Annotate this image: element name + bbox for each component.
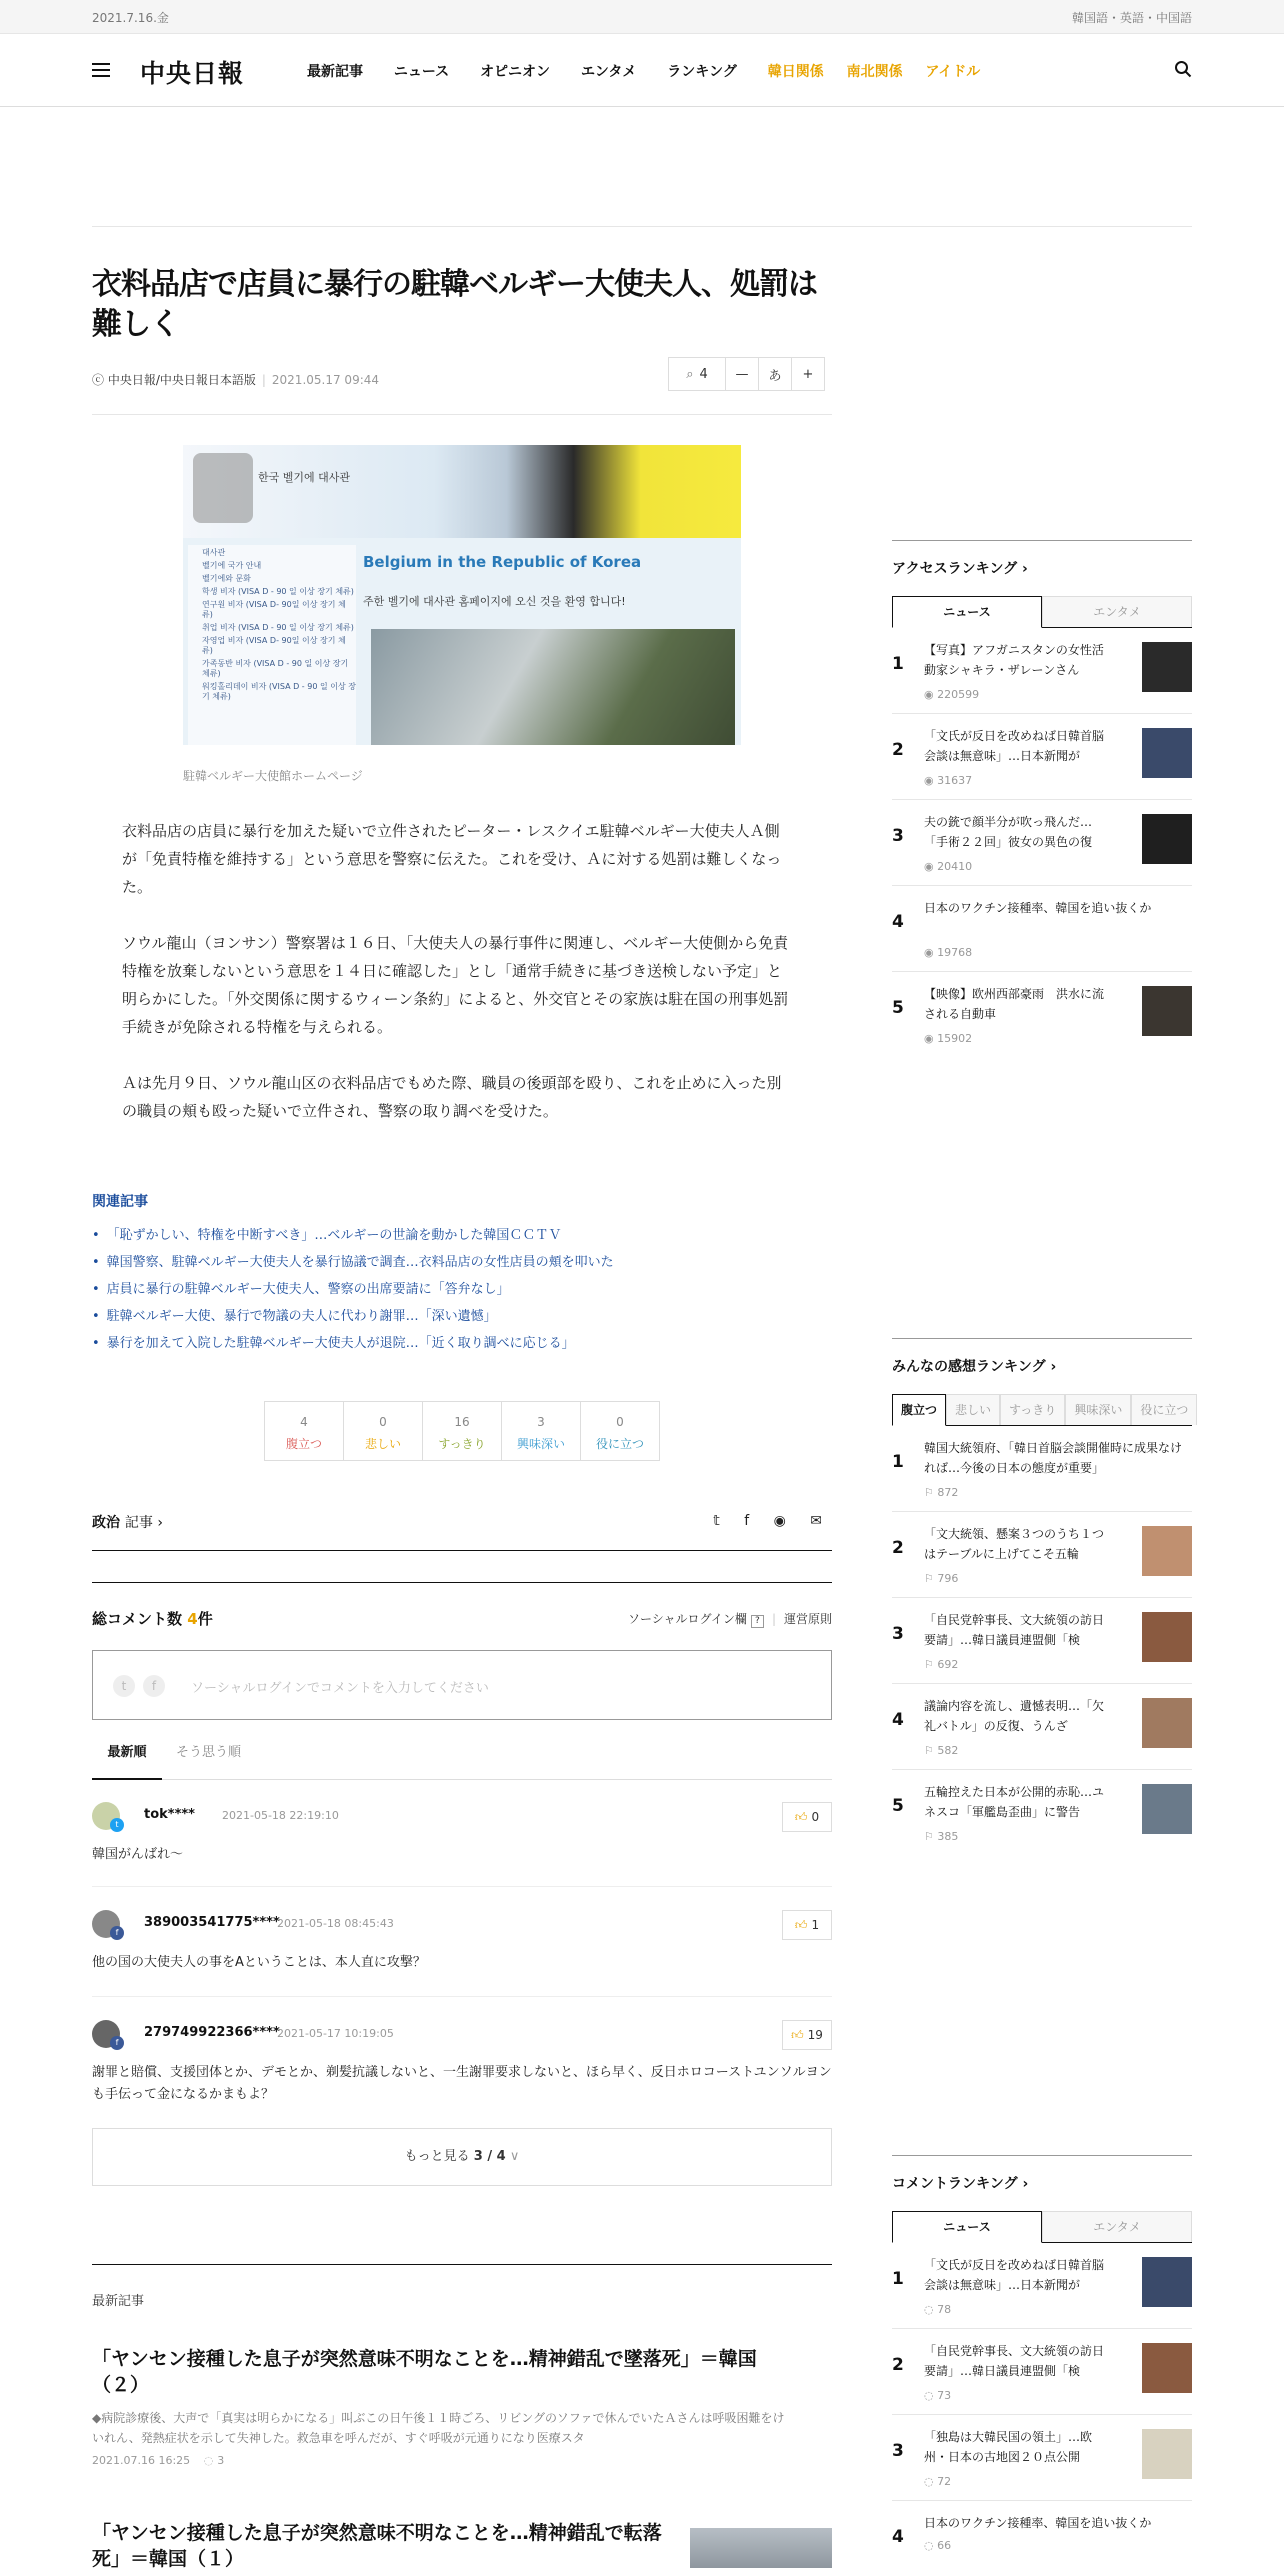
category-link[interactable]: 政治 記事 › [92,1515,163,1531]
photo-menu-item: 학생 비자 (VISA D - 90 일 이상 장기 체류) [202,587,354,596]
comment-text: 他の国の大使夫人の事をAということは、本人直に攻撃？ [92,1955,426,1970]
font-size-label: あ [758,357,792,391]
latest-article-title[interactable]: 「ヤンセン接種した息子が突然意味不明なことを…精神錯乱で墜落死」＝韓国（２） [92,2348,757,2396]
photo-menu-item: 워킹홀리데이 비자 (VISA D - 90 일 이상 장기 체류) [202,682,356,701]
photo-english-title: Belgium in the Republic of Korea [363,553,642,571]
tab-refreshing[interactable]: すっきり [1000,1394,1065,1425]
photo-menu-item: 취업 비자 (VISA D - 90 일 이상 장기 체류) [202,623,354,632]
ranking-thumbnail [1142,1526,1192,1576]
share-icons[interactable]: 𝕥 f ◉ ✉ [713,1513,832,1529]
comments-header-links: ソーシャルログイン欄 ? | 運営原則 [628,1612,832,1626]
search-icon[interactable] [1174,60,1192,78]
comment-time: 2021-05-17 10:19:05 [277,2027,394,2040]
related-article-link[interactable]: • 「恥ずかしい、特権を中断すべき」…ベルギーの世論を動かした韓国ＣＣＴＶ [92,1222,832,1249]
comment-like-button[interactable]: 👍︎ 0 [782,1802,832,1832]
nav-item-entertainment[interactable]: エンタメ [580,64,637,80]
nav-menu [307,61,998,81]
latest-article-meta: 2021.07.16 16:25 ◌ 3 [92,2454,225,2467]
article-paragraph: 衣料品店の店員に暴行を加えた疑いで立件されたピーター・レスクイエ駐韓ベルギー大使夫人Ａ側が「免責特権を維持する」という意思を警察に伝えた。これを受け、Ａに対する処罰は難しくなった。 [122,822,782,896]
article-source: ⓒ 中央日報/中央日報日本語版 [92,373,256,387]
reaction-interesting-button[interactable]: 3 興味深い [501,1401,581,1461]
reaction-icon: ⚐ [924,1830,934,1843]
article-paragraph: ソウル龍山（ヨンサン）警察署は１６日、「大使夫人の暴行事件に関連し、ベルギー大使側から免責特権を放棄しないという意思を１４日に確認した」とし「通常手続きに基づき送検しない予定」と明らかにした。「外交関係に関するウィーン条約」によると、外交官とその家族は駐在国の刑事処罰手続きが免除される特権を与えられる。 [122,934,789,1036]
comment-time: 2021-05-18 08:45:43 [277,1917,394,1930]
photo-menu-item: 벨기에와 문화 [202,574,251,583]
photo-korean-name: 한국 벨기에 대사관 [258,471,351,484]
thumb-up-icon: 👍︎ [791,2028,804,2042]
ranking-item[interactable]: 2 「文大統領、懸案３つのうち１つはテーブルに上げてこそ五輪 ⚐ 796 [892,1512,1192,1598]
article-datetime: 2021.05.17 09:44 [271,373,380,387]
sort-latest-tab[interactable]: 最新順 [92,1738,162,1780]
ranking-item[interactable]: 4 日本のワクチン接種率、韓国を追い抜くか ◌ 66 [892,2516,1152,2552]
comment-sort-tabs [92,1738,832,1780]
avatar [92,2020,120,2048]
avatar [92,1802,120,1830]
reaction-icon: ⚐ [924,1486,934,1499]
ranking-thumbnail [1142,1784,1192,1834]
comment-icon: ◌ [924,2303,934,2316]
comment-like-button[interactable]: 👍︎ 1 [782,1910,832,1940]
font-decrease-button[interactable]: — [725,357,759,391]
category-row [92,1511,832,1551]
nav-item-north-south[interactable]: 南北関係 [846,64,903,80]
ranking-thumbnail [1142,728,1192,778]
article-tools [669,357,825,391]
top-bar [0,0,1284,34]
access-ranking-heading[interactable]: アクセスランキング › [892,540,1192,596]
ranking-thumbnail [1142,1698,1192,1748]
reaction-icon: ⚐ [924,1572,934,1585]
facebook-badge-icon: f [110,1926,124,1940]
reaction-icon: ⚐ [924,1658,934,1671]
ranking-item[interactable]: 3 「独島は大韓民国の領土」…欧州・日本の古地図２０点公開 ◌ 72 [892,2415,1192,2501]
more-comments-button[interactable]: もっと見る 3 / 4 ∨ [92,2128,832,2186]
ranking-item[interactable]: 5 五輪控えた日本が公開的赤恥…ユネスコ「軍艦島歪曲」に警告 ⚐ 385 [892,1770,1192,1856]
reaction-angry-button[interactable]: 4 腹立つ [264,1401,344,1461]
tab-news[interactable]: ニュース [892,596,1042,628]
comment-text: 謝罪と賠償、支援団体とか、デモとか、剃髪抗議しないと、一生謝罪要求しないと、ほら早く、反日ホロコーストユンソルヨンも手伝って金になるかまもよ？ [92,2065,832,2102]
eye-icon: ◉ [924,774,934,787]
reaction-buttons [265,1401,660,1461]
nav-item-idol[interactable]: アイドル [925,64,981,80]
comment-ranking-heading[interactable]: コメントランキング › [892,2155,1192,2211]
thumb-up-icon: 👍︎ [794,1810,808,1824]
twitter-badge-icon: t [110,1818,124,1832]
ranking-thumbnail [1142,642,1192,692]
photo-header-banner [183,445,741,538]
facebook-badge-icon: f [110,2036,124,2050]
tab-helpful[interactable]: 役に立つ [1131,1394,1197,1425]
comment-placeholder: ソーシャルログインでコメントを入力してください [191,1681,489,1696]
ranking-item[interactable]: 1 韓国大統領府、「韓日首脳会談開催時に成果なければ…今後の日本の態度が重要」 ⚐ 872 [892,1426,1192,1512]
eye-icon: ◉ [924,946,934,959]
current-date: 2021.7.16.金 [92,11,169,25]
comment-user: 279749922366**** [144,2025,280,2040]
twitter-icon[interactable]: t [113,1675,135,1697]
comment-divider [92,1996,832,1997]
ranking-item[interactable]: 1 「文氏が反日を改めねば日韓首脳会談は無意味」…日本新聞が ◌ 78 [892,2243,1192,2329]
article-title: 衣料品店で店員に暴行の駐韓ベルギー大使夫人、処罰は難しく [92,267,817,342]
site-logo[interactable]: 中央日報 [140,59,245,88]
reaction-helpful-button[interactable]: 0 役に立つ [580,1401,660,1461]
tab-news[interactable]: ニュース [892,2211,1042,2243]
reaction-icon: ⚐ [924,1744,934,1757]
impression-ranking-heading[interactable]: みんなの感想ランキング › [892,1338,1192,1394]
photo-menu-item: 연구원 비자 (VISA D- 90일 이상 장기 체류) [202,600,346,619]
comment-user: 389003541775**** [144,1915,280,1930]
photo-sidebar-menu [188,545,356,745]
comment-icon: ◌ [924,2539,934,2552]
nav-item-opinion[interactable]: オピニオン [480,64,551,80]
access-ranking [892,540,1192,1058]
title-divider [92,414,832,415]
comment-count: 4 [699,366,708,382]
ranking-item[interactable]: 4 議論内容を流し、遺憾表明…「欠礼バトル」の反復、うんざ ⚐ 582 [892,1684,1192,1770]
latest-divider [92,2264,832,2265]
tab-entertainment[interactable]: エンタメ [1042,2211,1192,2242]
photo-menu-item: 대사관 [202,548,226,557]
comments-heading: 総コメント数 4件 [92,1610,213,1628]
comment-user: tok**** [144,1807,195,1822]
related-article-link[interactable]: • 韓国警察、駐韓ベルギー大使夫人を暴行協議で調査…衣料品店の女性店員の頬を叩いた [92,1249,832,1276]
ranking-thumbnail [1142,2429,1192,2479]
related-article-link[interactable]: • 暴行を加えて入院した駐韓ベルギー大使夫人が退院…「近く取り調べに応じる」 [92,1330,832,1357]
photo-caption: 駐韓ベルギー大使館ホームページ [183,769,363,783]
social-login-link[interactable]: ソーシャルログイン欄 [628,1612,747,1626]
comments-divider [92,1582,832,1583]
sort-agree-tab[interactable]: そう思う順 [176,1745,242,1760]
photo-menu-item: 자영업 비자 (VISA D- 90일 이상 장기 체류) [202,636,346,655]
ranking-item[interactable]: 1 【写真】アフガニスタンの女性活動家シャキラ・ザレーンさん ◉ 220599 [892,628,1192,714]
ranking-item[interactable]: 3 「自民党幹事長、文大統領の訪日要請」…韓日議員連盟側「検 ⚐ 692 [892,1598,1192,1684]
ranking-thumbnail [1142,1612,1192,1662]
ranking-item[interactable]: 2 「自民党幹事長、文大統領の訪日要請」…韓日議員連盟側「検 ◌ 73 [892,2329,1192,2415]
nav-item-news[interactable]: ニュース [393,64,450,80]
comment-time: 2021-05-18 22:19:10 [222,1809,339,1822]
thumb-up-icon: 👍︎ [794,1918,808,1932]
help-icon[interactable]: ? [751,1615,764,1628]
article-byline: ⓒ 中央日報/中央日報日本語版 | 2021.05.17 09:44 [92,373,380,387]
comment-icon: ⌕ [686,366,694,382]
reaction-sad-button[interactable]: 0 悲しい [343,1401,423,1461]
tab-entertainment[interactable]: エンタメ [1042,596,1192,627]
ranking-thumbnail [1142,2257,1192,2307]
related-article-link[interactable]: • 駐韓ベルギー大使、暴行で物議の夫人に代わり謝罪…「深い遺憾」 [92,1303,832,1330]
comment-divider [92,1886,832,1887]
avatar [92,1910,120,1938]
nav-item-ranking[interactable]: ランキング [667,64,737,80]
photo-menu-item: 가족동반 비자 (VISA D - 90 일 이상 장기 체류) [202,659,349,678]
tab-angry[interactable]: 腹立つ [892,1394,946,1426]
photo-menu-item: 벨기에 국가 안내 [202,561,262,570]
comment-icon: ◌ [924,2475,934,2488]
eye-icon: ◉ [924,688,934,701]
chevron-down-icon: ∨ [509,2149,520,2164]
nav-item-latest[interactable]: 最新記事 [307,64,363,80]
reaction-refreshing-button[interactable]: 16 すっきり [422,1401,502,1461]
related-articles-heading: 関連記事 [92,1194,148,1210]
comment-ranking-tabs [892,2211,1192,2243]
comment-icon: ◌ [203,2454,214,2467]
comment-input-box[interactable] [92,1650,832,1720]
eye-icon: ◉ [924,860,934,873]
impression-ranking [892,1338,1192,1856]
article-paragraph: Ａは先月９日、ソウル龍山区の衣料品店でもめた際、職員の後頭部を殴り、これを止めに入った別の職員の頬も殴った疑いで立件され、警察の取り調べを受けた。 [122,1074,782,1120]
article-photo [183,445,741,745]
ranking-item[interactable]: 5 【映像】欧州西部豪雨 洪水に流される自動車 ◉ 15902 [892,972,1192,1058]
tab-interesting[interactable]: 興味深い [1065,1394,1131,1425]
ranking-thumbnail [1142,986,1192,1036]
rules-link[interactable]: 運営原則 [783,1612,832,1626]
ranking-thumbnail [1142,2343,1192,2393]
comment-icon: ◌ [924,2389,934,2402]
ranking-item[interactable]: 2 「文氏が反日を改めねば日韓首脳会談は無意味」…日本新聞が ◉ 31637 [892,714,1192,800]
latest-heading: 最新記事 [92,2294,145,2309]
photo-korean-sub: 주한 벨기에 대사관 홈페이지에 오신 것을 환영 합니다! [363,595,626,608]
related-articles-list [92,1222,832,1357]
nav-item-japan-korea[interactable]: 韓日関係 [767,64,824,80]
facebook-icon[interactable]: f [143,1675,165,1697]
font-increase-button[interactable]: + [791,357,825,391]
comment-count-button[interactable] [668,357,726,391]
ranking-thumbnail [1142,814,1192,864]
ranking-item[interactable]: 3 夫の銃で顔半分が吹っ飛んだ…「手術２２回」彼女の異色の復 ◉ 20410 [892,800,1192,886]
photo-building-image [371,629,735,745]
latest-article-summary: ◆病院診療後、大声で「真実は明らかになる」叫ぶこの日午後１１時ごろ、リビングのソファで休んでいたＡさんは呼吸困難をけいれん、発熱症状を示して失神した。救急車を呼んだが、すぐ呼吸が元通りになり医療スタ [92,2411,785,2445]
impression-ranking-tabs [892,1394,1192,1426]
comment-text: 韓国がんばれ～ [92,1847,184,1862]
language-links[interactable]: 韓国語・英語・中国語 [1071,11,1192,25]
ranking-item[interactable]: 4 日本のワクチン接種率、韓国を追い抜くか ◉ 19768 [892,886,1192,972]
latest-article-title[interactable]: 「ヤンセン接種した息子が突然意味不明なことを…精神錯乱で転落死」＝韓国（１） [92,2522,662,2568]
access-ranking-tabs [892,596,1192,628]
tab-sad[interactable]: 悲しい [946,1394,1000,1425]
hamburger-menu-icon[interactable] [92,63,110,77]
ad-divider [92,226,1192,227]
comment-like-button[interactable]: 👍︎ 19 [782,2020,832,2050]
eye-icon: ◉ [924,1032,934,1045]
related-article-link[interactable]: • 店員に暴行の駐韓ベルギー大使夫人、警察の出席要請に「答弁なし」 [92,1276,832,1303]
comment-ranking [892,2155,1192,2561]
main-navigation [0,35,1284,107]
latest-article-thumbnail[interactable] [690,2528,832,2568]
coat-of-arms-icon [193,453,253,523]
